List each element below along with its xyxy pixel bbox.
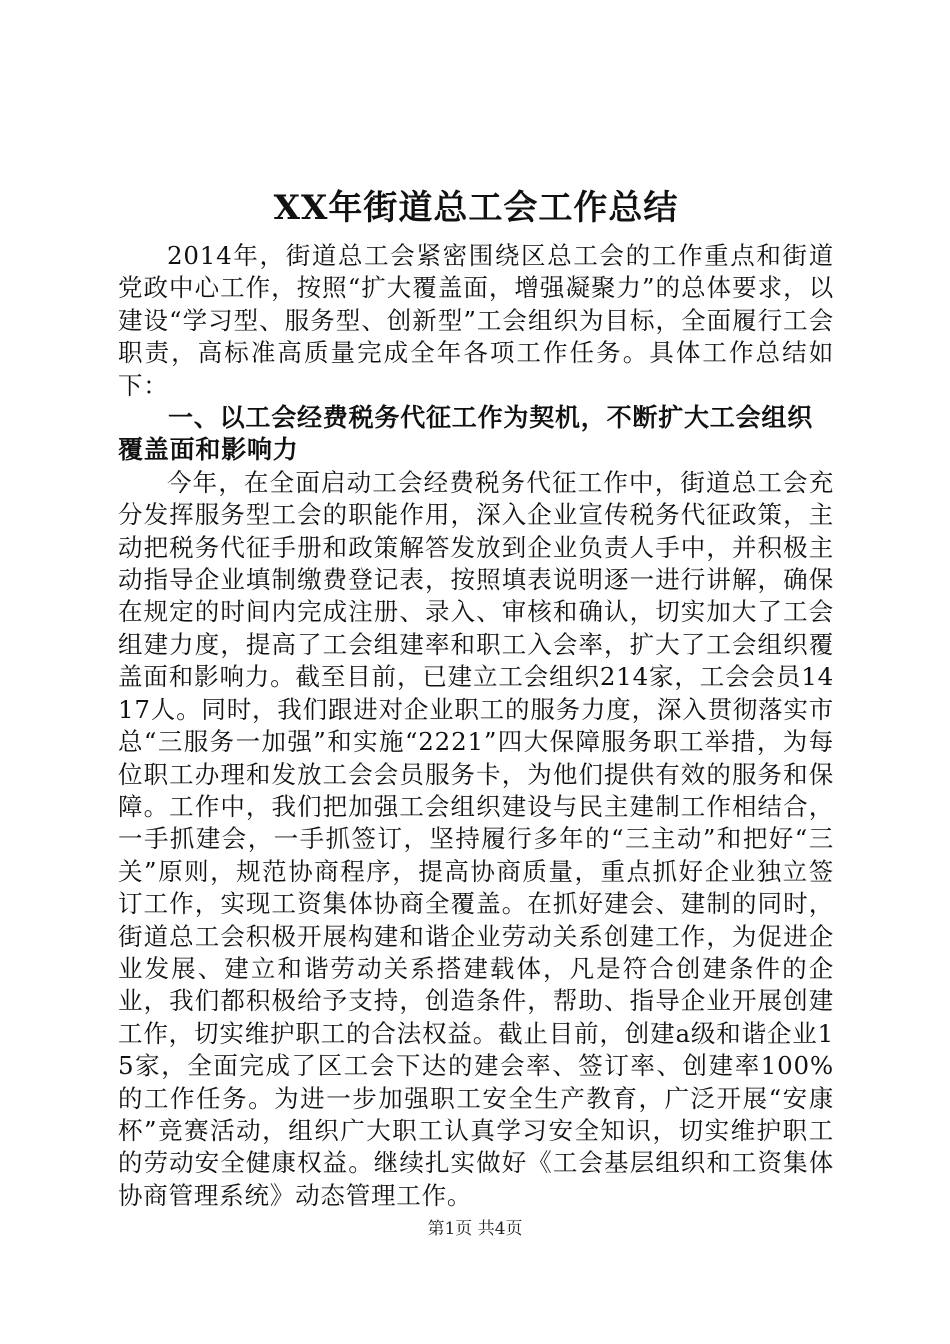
intro-paragraph: 2014年，街道总工会紧密围绕区总工会的工作重点和街道党政中心工作，按照“扩大覆盖面，增强凝聚力”的总体要求，以建设“学习型、服务型、创新型”工会组织为目标，全面履行工会职责，高标准高质量完成全年各项工作任务。具体工作总结如下： (118, 241, 834, 400)
section-heading: 一、以工会经费税务代征工作为契机，不断扩大工会组织覆盖面和影响力 (118, 403, 814, 465)
section-body-paragraph: 今年，在全面启动工会经费税务代征工作中，街道总工会充分发挥服务型工会的职能作用，深入企业宣传税务代征政策，主动把税务代征手册和政策解答发放到企业负责人手中，并积极主动指导企业填制缴费登记表，按照填表说明逐一进行讲解，确保在规定的时间内完成注册、录入、审核和确认，切实加大了工会组建力度，提高了工会组建率和职工入会率，扩大了工会组织覆盖面和影响力。截至目前，已建立工会组织214家，工会会员1417人。同时，我们跟进对企业职工的服务力度，深入贯彻落实市总“三服务一加强”和实施“2221”四大保障服务职工举措，为每位职工办理和发放工会会员服务卡，为他们提供有效的服务和保障。工作中，我们把加强工会组织建设与民主建制工作相结合，一手抓建会，一手抓签订，坚持履行多年的“三主动”和把好“三关”原则，规范协商程序，提高协商质量，重点抓好企业独立签订工作，实现工资集体协商全覆盖。在抓好建会、建制的同时，街道总工会积极开展构建和谐企业劳动关系创建工作，为促进企业发展、建立和谐劳动关系搭建载体，凡是符合创建条件的企业，我们都积极给予支持，创造条件，帮助、指导企业开展创建工作，切实维护职工的合法权益。截止目前，创建a级和谐企业15家，全面完成了区工会下达的建会率、签订率、创建率100%的工作任务。为进一步加强职工安全生产教育，广泛开展“安康杯”竞赛活动，组织广大职工认真学习安全知识，切实维护职工的劳动安全健康权益。继续扎实做好《工会基层组织和工资集体协商管理系统》动态管理工作。 (118, 467, 835, 1210)
document-body (118, 186, 834, 1212)
document-title: XX年街道总工会工作总结 (273, 188, 679, 228)
page-number: 第1页 共4页 (427, 1219, 523, 1239)
